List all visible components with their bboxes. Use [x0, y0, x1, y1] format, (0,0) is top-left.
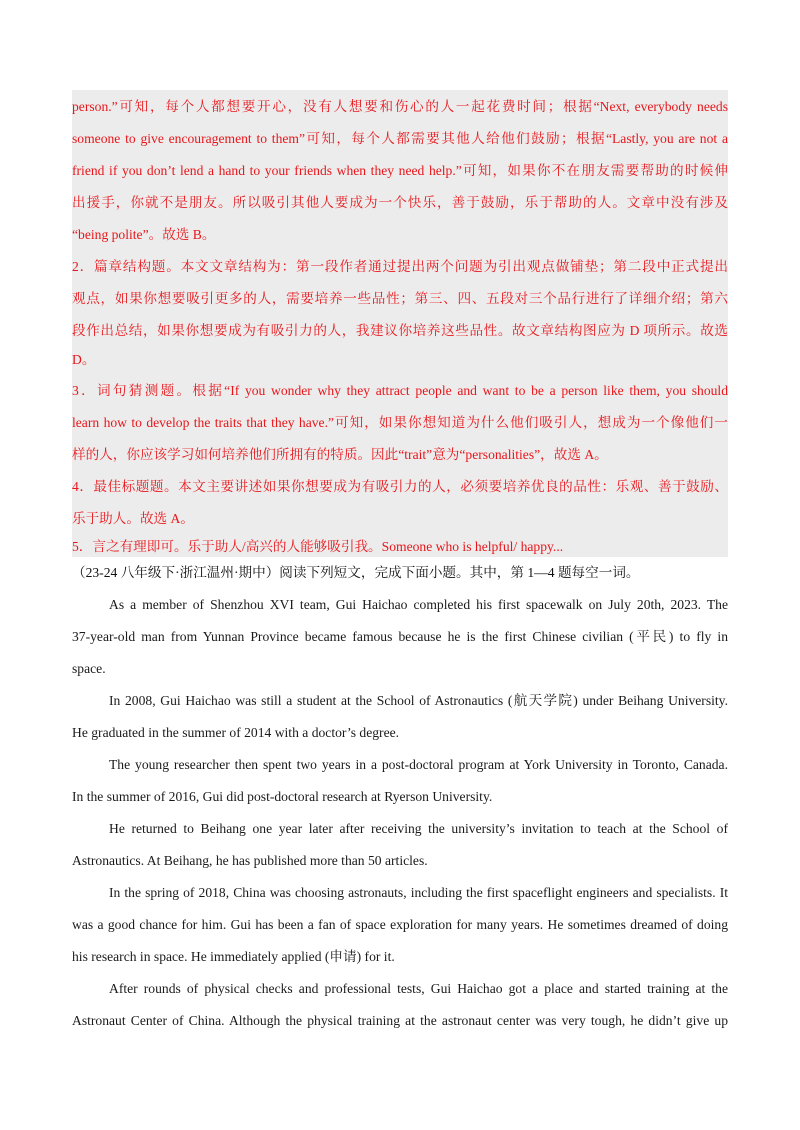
passage-line: In the summer of 2016, Gui did post-doctoral research at Ryerson University. — [72, 789, 493, 804]
answer-line: person.”可知，每个人都想要开心，没有人想要和伤心的人一起花费时间；根据“Next, everybody needs — [72, 99, 728, 114]
answer-line: 乐于助人。故选 A。 — [72, 511, 194, 526]
passage-line: As a member of Shenzhou XVI team, Gui Haichao completed his first spacewalk on July 20th, 2023. The — [109, 597, 728, 612]
answer-line: learn how to develop the traits that they have.”可知，如果你想知道为什么他们吸引人，想成为一个像他们一 — [72, 415, 728, 430]
passage-line: After rounds of physical checks and professional tests, Gui Haichao got a place and started training at the — [109, 981, 728, 996]
passage-line: Astronautics. At Beihang, he has published more than 50 articles. — [72, 853, 428, 868]
answer-line: 出援手，你就不是朋友。所以吸引其他人要成为一个快乐，善于鼓励，乐于帮助的人。文章中没有涉及 — [72, 195, 728, 210]
passage-line: He returned to Beihang one year later after receiving the university’s invitation to teach at the School of — [109, 821, 728, 836]
passage-line: In the spring of 2018, China was choosing astronauts, including the first spaceflight engineers and specialists. It — [109, 885, 728, 900]
answer-line: 4．最佳标题题。本文主要讲述如果你想要成为有吸引力的人，必须要培养优良的品性：乐观、善于鼓励、 — [72, 479, 728, 494]
passage-line: 37-year-old man from Yunnan Province became famous because he is the first Chinese civilian (平民) to fly in — [72, 629, 728, 644]
answer-line: “being polite”。故选 B。 — [72, 227, 216, 242]
passage-line: The young researcher then spent two years in a post-doctoral program at York University in Toronto, Canada. — [109, 757, 728, 772]
passage-line: was a good chance for him. Gui has been a fan of space exploration for many years. He sometimes dreamed of doing — [72, 917, 728, 932]
passage-line: Astronaut Center of China. Although the physical training at the astronaut center was very tough, he didn’t give up — [72, 1013, 728, 1028]
question-source: （23-24 八年级下·浙江温州·期中）阅读下列短文，完成下面小题。其中，第 1—4 题每空一词。 — [72, 565, 640, 580]
passage-line: In 2008, Gui Haichao was still a student at the School of Astronautics (航天学院) under Beihang University. — [109, 693, 728, 708]
answer-line: 样的人，你应该学习如何培养他们所拥有的特质。因此“trait”意为“personalities”，故选 A。 — [72, 447, 608, 462]
answer-line: 2．篇章结构题。本文文章结构为：第一段作者通过提出两个问题为引出观点做铺垫；第二段中正式提出 — [72, 259, 728, 274]
answer-line: 3．词句猜测题。根据“If you wonder why they attract people and want to be a person like them, you should — [72, 383, 728, 398]
answer-line: D。 — [72, 352, 96, 367]
answer-line: friend if you don’t lend a hand to your friends when they need help.”可知，如果你不在朋友需要帮助的时候伸 — [72, 163, 728, 178]
passage-line: his research in space. He immediately applied (申请) for it. — [72, 949, 395, 964]
passage-line: space. — [72, 661, 106, 676]
answer-line: 5．言之有理即可。乐于助人/高兴的人能够吸引我。Someone who is helpful/ happy... — [72, 539, 564, 554]
answer-line: 段作出总结，如果你想要成为有吸引力的人，我建议你培养这些品性。故文章结构图应为 D 项所示。故选 — [72, 323, 728, 338]
answer-line: someone to give encouragement to them”可知，每个人都需要其他人给他们鼓励；根据“Lastly, you are not a — [72, 131, 728, 146]
passage-line: He graduated in the summer of 2014 with a doctor’s degree. — [72, 725, 400, 740]
answer-line: 观点，如果你想要吸引更多的人，需要培养一些品性；第三、四、五段对三个品行进行了详细介绍；第六 — [72, 291, 728, 306]
